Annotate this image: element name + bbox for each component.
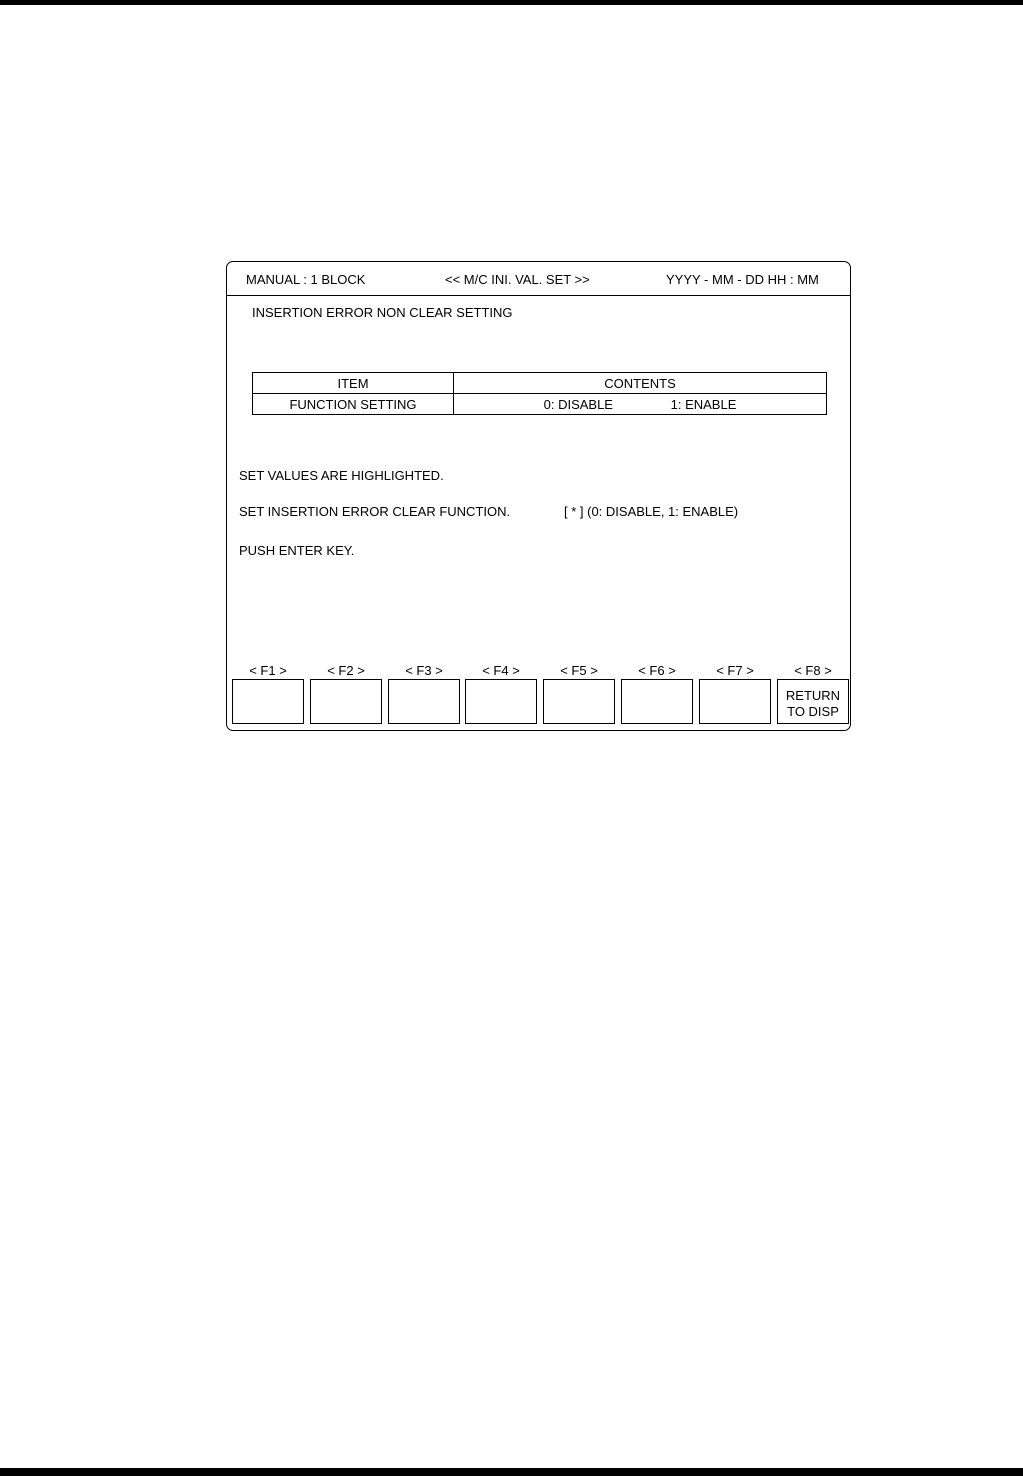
- f4-key-label: < F4 >: [482, 663, 520, 678]
- push-enter-prompt: PUSH ENTER KEY.: [239, 543, 355, 558]
- header-divider: [227, 295, 850, 296]
- settings-table: [252, 372, 827, 415]
- f8-button-line2: TO DISP: [787, 703, 839, 719]
- table-header-row: [253, 373, 827, 394]
- option-disable[interactable]: 0: DISABLE: [543, 396, 613, 412]
- value-input-field[interactable]: [ * ] (0: DISABLE, 1: ENABLE): [564, 504, 739, 519]
- f3-key-label: < F3 >: [405, 663, 443, 678]
- f3-button[interactable]: [388, 679, 460, 724]
- f7-key-label: < F7 >: [716, 663, 754, 678]
- set-function-prompt: SET INSERTION ERROR CLEAR FUNCTION.: [239, 504, 511, 519]
- top-rule: [0, 0, 1023, 5]
- screen-title: << M/C INI. VAL. SET >>: [445, 272, 590, 287]
- f2-key-label: < F2 >: [327, 663, 365, 678]
- f2-button[interactable]: [310, 679, 382, 724]
- f4-button[interactable]: [465, 679, 537, 724]
- column-header-item: ITEM: [253, 373, 454, 394]
- bottom-rule: [0, 1468, 1023, 1476]
- f1-button[interactable]: [232, 679, 304, 724]
- f8-button[interactable]: [777, 679, 849, 724]
- mode-indicator: MANUAL : 1 BLOCK: [246, 272, 366, 287]
- f7-button[interactable]: [699, 679, 771, 724]
- column-header-contents: CONTENTS: [454, 373, 827, 394]
- option-enable[interactable]: 1: ENABLE: [670, 396, 737, 412]
- f6-key-label: < F6 >: [638, 663, 676, 678]
- f6-button[interactable]: [621, 679, 693, 724]
- page-subtitle: INSERTION ERROR NON CLEAR SETTING: [252, 305, 513, 320]
- table-row[interactable]: [253, 394, 827, 415]
- f5-button[interactable]: [543, 679, 615, 724]
- options-cell: [454, 394, 827, 415]
- f8-key-label: < F8 >: [794, 663, 832, 678]
- f8-button-line1: RETURN: [785, 687, 841, 703]
- datetime-display: YYYY - MM - DD HH : MM: [666, 272, 819, 287]
- f1-key-label: < F1 >: [249, 663, 287, 678]
- f5-key-label: < F5 >: [560, 663, 598, 678]
- machine-screen: [226, 261, 851, 731]
- highlight-note: SET VALUES ARE HIGHLIGHTED.: [239, 468, 444, 483]
- function-setting-cell: FUNCTION SETTING: [253, 394, 454, 415]
